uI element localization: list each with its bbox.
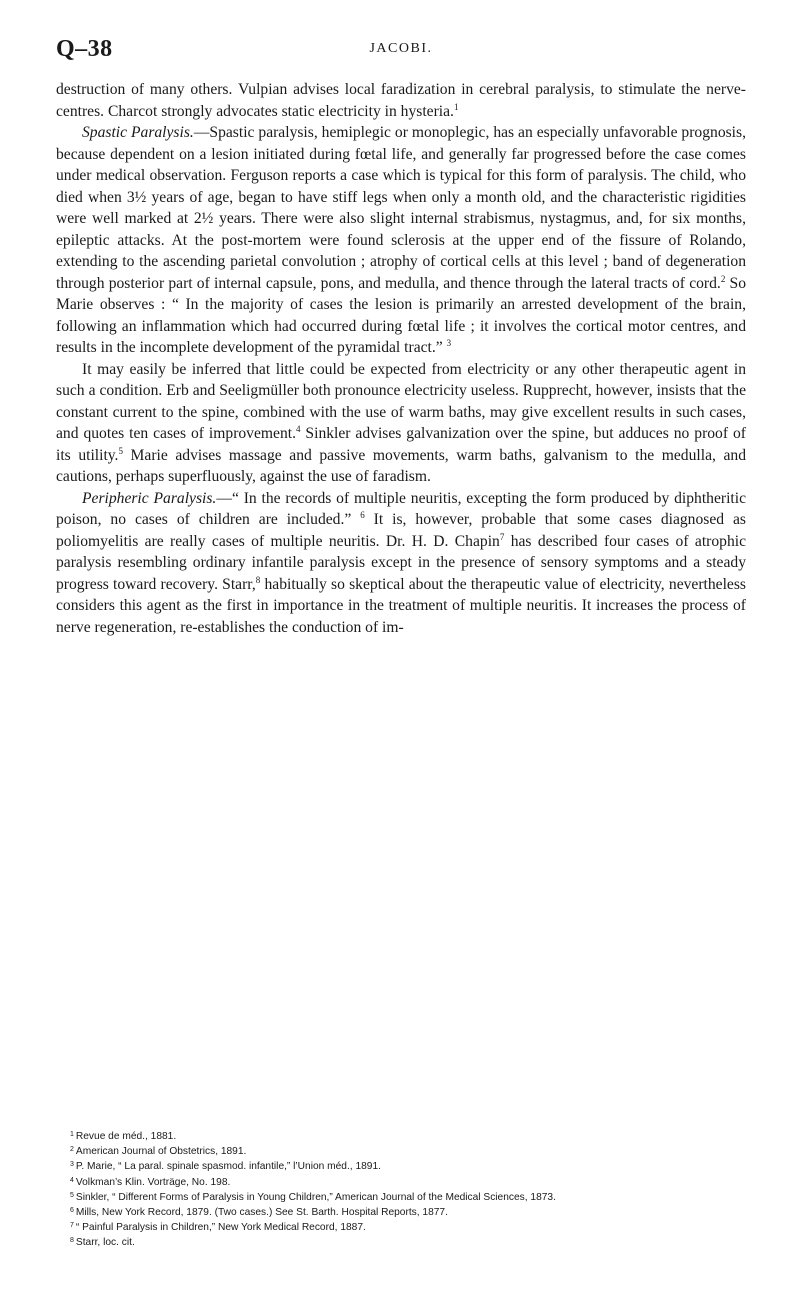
text-run: So Marie observes : “ In the majority of cases the lesion is primarily an arrested development of the brain, following an inflammation which had occurred during fœtal life ; it involves the cortical motor centres, and results in the incomplete development of the pyramidal tract.” (56, 274, 747, 356)
page-identifier: Q–38 (56, 36, 113, 62)
footnote-ref: 6 (360, 510, 365, 520)
footnote-ref: 4 (295, 424, 301, 434)
text-run: —Spastic paralysis, hemiplegic or monoplegic, has an especially unfavorable prognosis, because dependent on a lesion initiated during fœtal life, and generally far progressed before the case comes under medical observation. Ferguson reports a case which is typical for this form of paralysis. The child, who died when 3½ years of age, began to have stiff legs when only a month old, and the characteristic rigidities were well marked at 2½ years. There were also slight internal strabismus, nystagmus, and, for six months, epileptic attacks. At the post-mortem were found sclerosis at the upper end of the fissure of Rolando, extending to the ascending parietal convolution ; atrophy of cortical cells at this level ; band of degeneration through posterior part of internal capsule, pons, and medulla, and thence through the lateral tracts of cord. (56, 124, 746, 292)
text-run: habitually so skeptical about the therapeutic value of electricity, nevertheless considers this agent as the first in importance in the treatment of multiple neuritis. It increases the process of nerve regeneration, re-establishes the conduction of im- (56, 575, 746, 636)
footnote: $^6$ Mills, New York Record, 1879. (Two cases.) See St. Barth. Hospital Reports, 1877. (70, 1207, 448, 1219)
footnote: $^1$ Revue de méd., 1881. (70, 1131, 177, 1142)
text-run: It may easily be inferred that little could be expected from electricity or any other therapeutic agent in such a condition. Erb and Seeligmüller both pronounce electricity useless. Rupprecht, however, insists that the constant current to the spine, combined with the use of warm baths, may give excellent results in such cases, and quotes ten cases of improvement. (56, 360, 746, 442)
running-head: JACOBI. (369, 41, 433, 56)
footnote-ref: 3 (446, 338, 452, 348)
footnote: $^3$ P. Marie, “ La paral. spinale spasmod. infantile,” l’Union méd., 1891. (70, 1161, 381, 1173)
footnote-ref: 1 (453, 101, 459, 112)
paragraph (56, 79, 746, 122)
footnote: $^7$ “ Painful Paralysis in Children,” New York Medical Record, 1887. (70, 1222, 366, 1234)
paragraph (56, 488, 746, 639)
section-heading: Peripheric Paralysis. (82, 489, 217, 507)
footnote: $^8$ Starr, loc. cit. (70, 1237, 135, 1249)
text-run: It is, however, probable that some cases diagnosed as poliomyelitis are really cases of multiple neuritis. Dr. H. D. Chapin (56, 511, 746, 550)
text-run: destruction of many others. Vulpian advises local faradization in cerebral paralysis, to stimulate the nerve-centres. Charcot strongly advocates static electricity in hysteria. (56, 81, 746, 120)
paragraph (56, 122, 746, 359)
footnotes (56, 1128, 746, 1250)
footnote-ref: 2 (720, 273, 726, 284)
footnote: $^5$ Sinkler, “ Different Forms of Paralysis in Young Children,” American Journal of the Medical Sciences, 1873. (70, 1191, 556, 1203)
text-run: Sinkler advises galvanization over the spine, but adduces no proof of its utility. (56, 425, 746, 464)
section-heading: Spastic Paralysis. (82, 124, 194, 141)
footnote-ref: 7 (499, 531, 505, 542)
footnote: $^4$ Volkman’s Klin. Vorträge, No. 198. (70, 1176, 231, 1188)
page-header (56, 36, 746, 66)
text-run: has described four cases of atrophic paralysis resembling ordinary infantile paralysis except in the presence of sensory symptoms and a steady progress toward recovery. Starr, (56, 532, 747, 593)
footnote-ref: 8 (255, 574, 261, 585)
footnote-ref: 5 (118, 445, 123, 456)
paragraph (56, 359, 746, 488)
footnote: $^2$ American Journal of Obstetrics, 1891. (70, 1146, 247, 1158)
text-run: —“ In the records of multiple neuritis, excepting the form produced by diphtheritic poison, no cases of children are included.” (56, 489, 746, 528)
text-run: Marie advises massage and passive movements, warm baths, galvanism to the medulla, and cautions, perhaps superfluously, against the use of faradism. (56, 446, 746, 485)
body-text (56, 79, 746, 638)
